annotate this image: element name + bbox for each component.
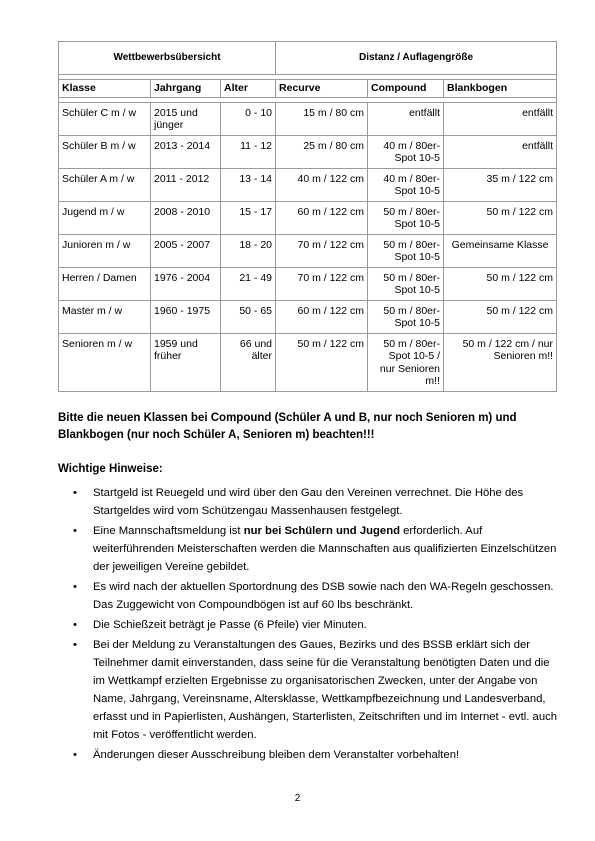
header-competition-overview: Wettbewerbsübersicht: [59, 42, 276, 75]
cell-klasse: Junioren m / w: [59, 234, 151, 267]
competition-table: [58, 41, 557, 392]
cell-recurve: 60 m / 122 cm: [276, 201, 368, 234]
list-item: • Startgeld ist Reuegeld und wird über den Gau den Vereinen verrechnet. Die Höhe des Startgeldes wird vom Schützengau Massenhausen festgelegt.: [58, 484, 563, 520]
column-header: Recurve: [276, 80, 368, 98]
cell-blankbogen: 50 m / 122 cm: [444, 267, 557, 300]
cell-alter: 13 - 14: [221, 168, 276, 201]
cell-blankbogen: entfällt: [444, 135, 557, 168]
cell-alter: 66 und älter: [221, 333, 276, 391]
cell-compound: entfällt: [368, 102, 444, 135]
table-row: [59, 201, 557, 234]
cell-klasse: Master m / w: [59, 300, 151, 333]
cell-blankbogen: 50 m / 122 cm: [444, 300, 557, 333]
list-item: [58, 522, 563, 576]
cell-klasse: Schüler A m / w: [59, 168, 151, 201]
list-item: • Bei der Meldung zu Veranstaltungen des Gaues, Bezirks und des BSSB erklärt sich der Teilnehmer damit einverstanden, dass seine für die Veranstaltung benötigten Daten und die im Wettkampf erzielten Ergebnisse zu organisatorischen Zwecken, unter der Angabe von Name, Jahrgang, Vereinsname, Altersklasse, Wettkampfbezeichnung und Landesverband, erfasst und in Papierlisten, Aushängen, Starterlisten, Zeitschriften und im Internet - evtl. auch mit Fotos - veröffentlicht werden.: [58, 636, 563, 744]
important-notes-heading: Wichtige Hinweise:: [58, 463, 163, 475]
table-row: [59, 168, 557, 201]
cell-recurve: 70 m / 122 cm: [276, 267, 368, 300]
cell-blankbogen: entfällt: [444, 102, 557, 135]
cell-blankbogen: 50 m / 122 cm / nur Senioren m!!: [444, 333, 557, 391]
cell-compound: 50 m / 80er-Spot 10-5: [368, 300, 444, 333]
column-header: Klasse: [59, 80, 151, 98]
column-header: Alter: [221, 80, 276, 98]
table-row: [59, 135, 557, 168]
cell-klasse: Schüler B m / w: [59, 135, 151, 168]
table-row: [59, 267, 557, 300]
table-row: [59, 333, 557, 391]
cell-alter: 21 - 49: [221, 267, 276, 300]
cell-compound: 40 m / 80er-Spot 10-5: [368, 168, 444, 201]
cell-compound: 50 m / 80er-Spot 10-5: [368, 234, 444, 267]
cell-blankbogen: 50 m / 122 cm: [444, 201, 557, 234]
column-header: Blankbogen: [444, 80, 557, 98]
table-title-row: [59, 42, 557, 75]
cell-compound: 40 m / 80er-Spot 10-5: [368, 135, 444, 168]
class-change-notice: Bitte die neuen Klassen bei Compound (Schüler A und B, nur noch Senioren m) und Blankbogen (nur noch Schüler A, Senioren m) beachten!!!: [58, 412, 517, 441]
cell-klasse: Jugend m / w: [59, 201, 151, 234]
cell-klasse: Senioren m / w: [59, 333, 151, 391]
cell-jahrgang: 2011 - 2012: [151, 168, 221, 201]
list-item: • Änderungen dieser Ausschreibung bleiben dem Veranstalter vorbehalten!: [58, 746, 563, 764]
cell-compound: 50 m / 80er-Spot 10-5 / nur Senioren m!!: [368, 333, 444, 391]
cell-recurve: 25 m / 80 cm: [276, 135, 368, 168]
cell-recurve: 15 m / 80 cm: [276, 102, 368, 135]
cell-compound: 50 m / 80er-Spot 10-5: [368, 201, 444, 234]
cell-recurve: 50 m / 122 cm: [276, 333, 368, 391]
cell-alter: 18 - 20: [221, 234, 276, 267]
cell-alter: 15 - 17: [221, 201, 276, 234]
table-row: [59, 234, 557, 267]
cell-klasse: Schüler C m / w: [59, 102, 151, 135]
cell-compound: 50 m / 80er-Spot 10-5: [368, 267, 444, 300]
important-notes-list: [58, 484, 563, 766]
cell-jahrgang: 1976 - 2004: [151, 267, 221, 300]
cell-jahrgang: 1960 - 1975: [151, 300, 221, 333]
cell-blankbogen: Gemeinsame Klasse: [444, 234, 557, 267]
cell-klasse: Herren / Damen: [59, 267, 151, 300]
cell-alter: 11 - 12: [221, 135, 276, 168]
column-header: Jahrgang: [151, 80, 221, 98]
list-item: • Die Schießzeit beträgt je Passe (6 Pfeile) vier Minuten.: [58, 616, 563, 634]
cell-jahrgang: 2013 - 2014: [151, 135, 221, 168]
cell-recurve: 40 m / 122 cm: [276, 168, 368, 201]
cell-jahrgang: 2015 und jünger: [151, 102, 221, 135]
cell-jahrgang: 2005 - 2007: [151, 234, 221, 267]
cell-recurve: 60 m / 122 cm: [276, 300, 368, 333]
page-number: 2: [294, 793, 301, 804]
header-distance-target: Distanz / Auflagengröße: [276, 42, 557, 75]
list-item-text: Eine Mannschaftsmeldung ist: [93, 525, 244, 537]
table-row: [59, 300, 557, 333]
table-row: [59, 102, 557, 135]
cell-blankbogen: 35 m / 122 cm: [444, 168, 557, 201]
column-header: Compound: [368, 80, 444, 98]
list-item-emphasis: nur bei Schülern und Jugend: [243, 525, 400, 537]
cell-jahrgang: 2008 - 2010: [151, 201, 221, 234]
list-item: • Es wird nach der aktuellen Sportordnung des DSB sowie nach den WA-Regeln geschossen. Das Zuggewicht von Compoundbögen ist auf 60 lbs beschränkt.: [58, 578, 563, 614]
list-item-text: erforderlich. Auf weiterführenden Meisterschaften werden die Mannschaften aus qualifizierten Einzelschützen der jeweiligen Vereine gebildet.: [93, 525, 557, 573]
cell-alter: 50 - 65: [221, 300, 276, 333]
cell-alter: 0 - 10: [221, 102, 276, 135]
column-header-row: [59, 80, 557, 98]
cell-jahrgang: 1959 und früher: [151, 333, 221, 391]
cell-recurve: 70 m / 122 cm: [276, 234, 368, 267]
